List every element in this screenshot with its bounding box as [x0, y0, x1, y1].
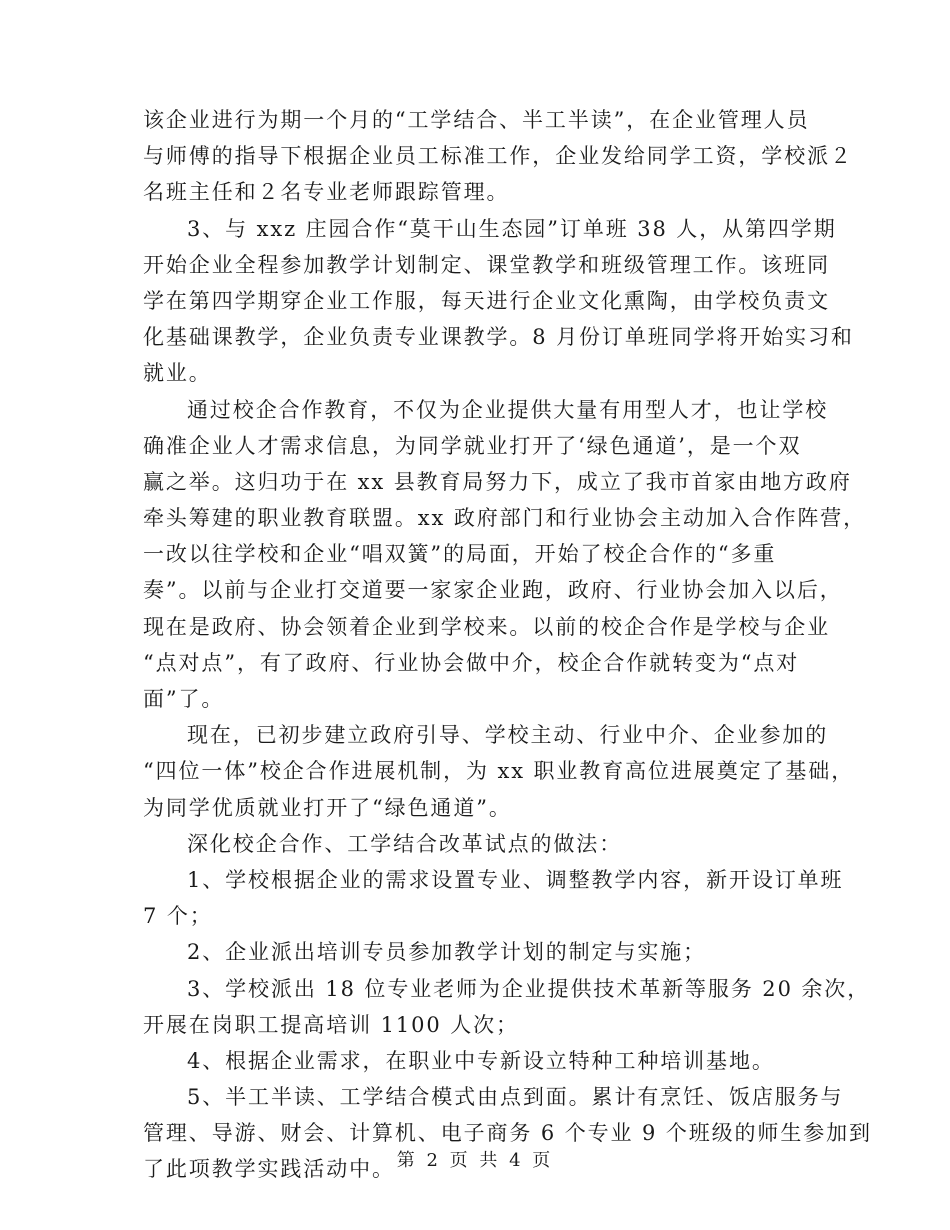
- text-line: 一改以往学校和企业“唱双簧”的局面，开始了校企合作的“多重: [143, 542, 777, 567]
- text-line: 牵头筹建的职业教育联盟。xx 政府部门和行业协会主动加入合作阵营，: [143, 506, 867, 531]
- text-line: 奏”。以前与企业打交道要一家家企业跑，政府、行业协会加入以后，: [143, 578, 843, 603]
- text-line: 3、与 xxz 庄园合作“莫干山生态园”订单班 38 人，从第四学期: [187, 216, 837, 241]
- text-line: 开始企业全程参加教学计划制定、课堂教学和班级管理工作。该班同: [143, 252, 830, 277]
- text-line: 为同学优质就业打开了“绿色通道”。: [143, 795, 512, 820]
- text-line: 名班主任和２名专业老师跟踪管理。: [143, 180, 510, 205]
- text-line: 7 个；: [143, 904, 213, 929]
- text-line: 赢之举。这归功于在 xx 县教育局努力下，成立了我市首家由地方政府: [143, 469, 852, 494]
- text-line: 现在，已初步建立政府引导、学校主动、行业中介、企业参加的: [187, 723, 829, 748]
- text-line: “点对点”，有了政府、行业协会做中介，校企合作就转变为“点对: [143, 650, 800, 675]
- text-line: 现在是政府、协会领着企业到学校来。以前的校企合作是学校与企业: [143, 614, 830, 639]
- text-line: 与师傅的指导下根据企业员工标准工作，企业发给同学工资，学校派２: [143, 144, 853, 169]
- text-line: 1、学校根据企业的需求设置专业、调整教学内容，新开设订单班: [187, 867, 844, 892]
- document-body: [143, 102, 872, 1188]
- text-line: 管理、导游、财会、计算机、电子商务 6 个专业 9 个班级的师生参加到: [143, 1121, 872, 1146]
- text-line: 化基础课教学，企业负责专业课教学。8 月份订单班同学将开始实习和: [143, 325, 854, 350]
- text-line: 3、学校派出 18 位专业老师为企业提供技术革新等服务 20 余次，: [187, 976, 871, 1001]
- text-line: 面”了。: [143, 687, 225, 711]
- text-line: 开展在岗职工提高培训 1100 人次；: [143, 1012, 519, 1037]
- page-number: 第 2 页 共 4 页: [396, 1150, 554, 1171]
- text-line: “四位一体”校企合作进展机制，为 xx 职业教育高位进展奠定了基础，: [143, 759, 855, 784]
- text-line: 2、企业派出培训专员参加教学计划的制定与实施；: [187, 940, 707, 965]
- text-line: 5、半工半读、工学结合模式由点到面。累计有烹饪、饭店服务与: [187, 1085, 844, 1110]
- text-line: 深化校企合作、工学结合改革试点的做法：: [187, 831, 623, 856]
- text-line: 确准企业人才需求信息，为同学就业打开了‘绿色通道’，是一个双: [143, 433, 802, 458]
- text-line: 学在第四学期穿企业工作服，每天进行企业文化熏陶，由学校负责文: [143, 288, 830, 313]
- text-line: 了此项教学实践活动中。: [143, 1157, 395, 1182]
- text-line: 4、根据企业需求，在职业中专新设立特种工种培训基地。: [187, 1048, 775, 1073]
- text-line: 通过校企合作教育，不仅为企业提供大量有用型人才，也让学校: [187, 397, 829, 422]
- text-line: 就业。: [143, 361, 212, 386]
- text-line: 该企业进行为期一个月的“工学结合、半工半读”，在企业管理人员: [143, 108, 810, 132]
